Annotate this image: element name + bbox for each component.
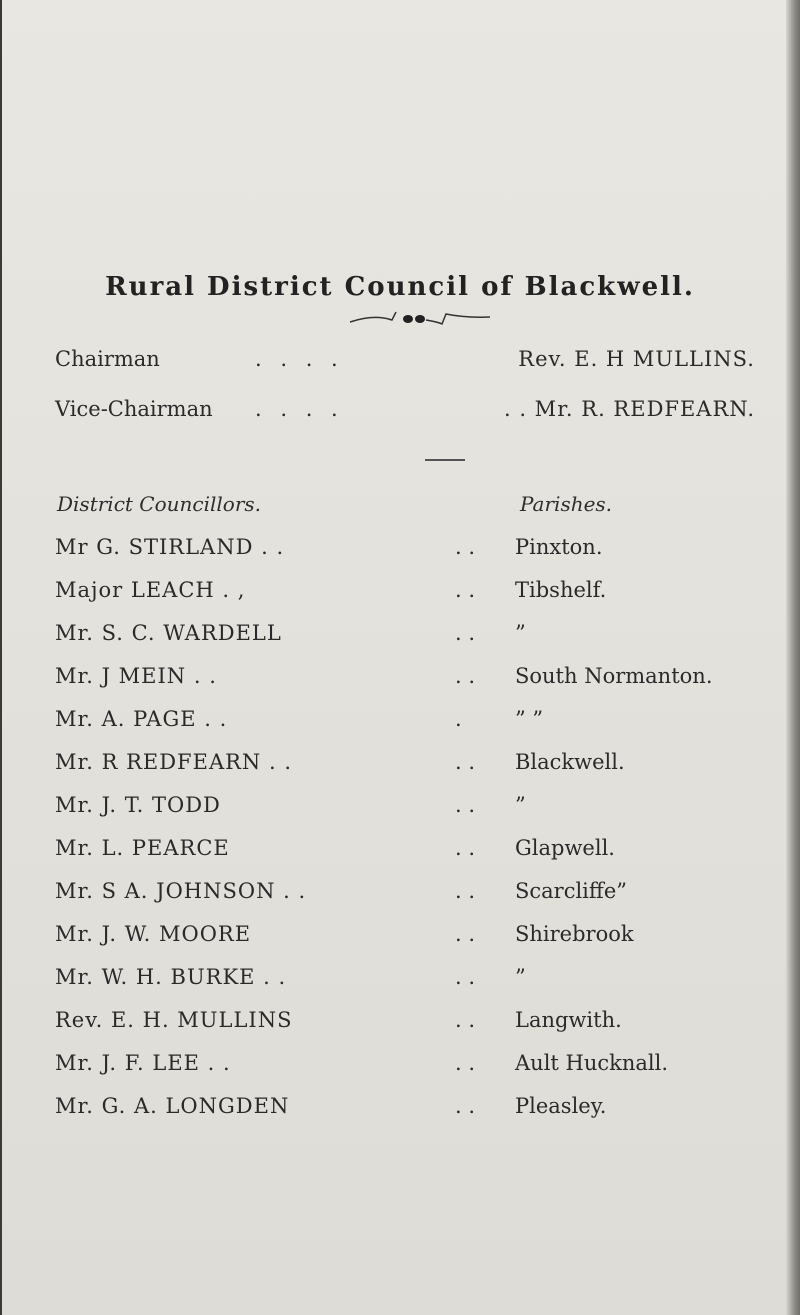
parish-name: Ault Hucknall. [515, 1051, 668, 1075]
councillor-name: Mr. J MEIN . . [55, 664, 217, 688]
table-row [55, 793, 775, 823]
parish-name: Tibshelf. [515, 578, 607, 602]
table-row [55, 1051, 775, 1081]
councillor-name: Mr. A. PAGE . . [55, 707, 228, 731]
leader-dots: . . [455, 793, 476, 817]
page-title: Rural District Council of Blackwell. [105, 272, 695, 302]
chairman-leader: . . . . [255, 347, 344, 371]
chairman-role: Chairman [55, 347, 160, 371]
leader-dots: . . [455, 664, 476, 688]
parish-name: ” [515, 621, 526, 645]
chairman-name: Rev. E. H MULLINS. [518, 347, 755, 371]
councillor-name: Mr G. STIRLAND . . [55, 535, 285, 559]
leader-dots: . . [455, 965, 476, 989]
councillor-name: Mr. S A. JOHNSON . . [55, 879, 307, 903]
councillors-heading: District Councillors. [57, 492, 262, 516]
parish-name: Shirebrook [515, 922, 634, 946]
table-row [55, 664, 775, 694]
vice-chairman-name: . . Mr. R. REDFEARN. [503, 397, 755, 421]
parish-name: Scarcliffe” [515, 879, 627, 903]
vice-chairman-leader: . . . . [255, 397, 344, 421]
page-edge-line [0, 0, 2, 1315]
parish-name: ” [515, 793, 526, 817]
parish-name: Blackwell. [515, 750, 625, 774]
page-binding-shadow [786, 0, 800, 1315]
table-row [55, 578, 775, 608]
councillor-name: Mr. S. C. WARDELL [55, 621, 282, 645]
leader-dots: . . [455, 750, 476, 774]
leader-dots: . . [455, 1094, 476, 1118]
councillor-name: Mr. J. F. LEE . . [55, 1051, 231, 1075]
table-row [55, 750, 775, 780]
councillor-name: Rev. E. H. MULLINS [55, 1008, 293, 1032]
parish-name: ” [515, 965, 526, 989]
ornament-divider-icon [330, 308, 510, 328]
leader-dots: . . [455, 1008, 476, 1032]
table-row [55, 879, 775, 909]
councillor-name: Mr. J. T. TODD [55, 793, 221, 817]
leader-dots: . [455, 707, 462, 731]
parish-name: Pleasley. [515, 1094, 607, 1118]
parish-name: Glapwell. [515, 836, 615, 860]
councillor-name: Mr. L. PEARCE [55, 836, 230, 860]
leader-dots: . . [455, 578, 476, 602]
table-row [55, 707, 775, 737]
parish-name: Pinxton. [515, 535, 603, 559]
table-row [55, 1094, 775, 1124]
table-row [55, 621, 775, 651]
leader-dots: . . [455, 621, 476, 645]
councillor-name: Mr. R REDFEARN . . [55, 750, 293, 774]
vice-chairman-line [55, 397, 755, 427]
table-row [55, 535, 775, 565]
table-row [55, 1008, 775, 1038]
councillor-name: Mr. G. A. LONGDEN [55, 1094, 290, 1118]
chairman-line [55, 347, 755, 377]
parish-name: Langwith. [515, 1008, 622, 1032]
section-divider [425, 459, 465, 461]
councillor-name: Mr. J. W. MOORE [55, 922, 252, 946]
table-row [55, 965, 775, 995]
parishes-heading: Parishes. [520, 492, 613, 516]
leader-dots: . . [455, 836, 476, 860]
vice-chairman-role: Vice-Chairman [55, 397, 213, 421]
table-row [55, 922, 775, 952]
leader-dots: . . [455, 879, 476, 903]
leader-dots: . . [455, 922, 476, 946]
parish-name: ” ” [515, 707, 544, 731]
table-row [55, 836, 775, 866]
parish-name: South Normanton. [515, 664, 713, 688]
councillor-name: Mr. W. H. BURKE . . [55, 965, 287, 989]
councillor-name: Major LEACH . , [55, 578, 246, 602]
leader-dots: . . [455, 535, 476, 559]
leader-dots: . . [455, 1051, 476, 1075]
